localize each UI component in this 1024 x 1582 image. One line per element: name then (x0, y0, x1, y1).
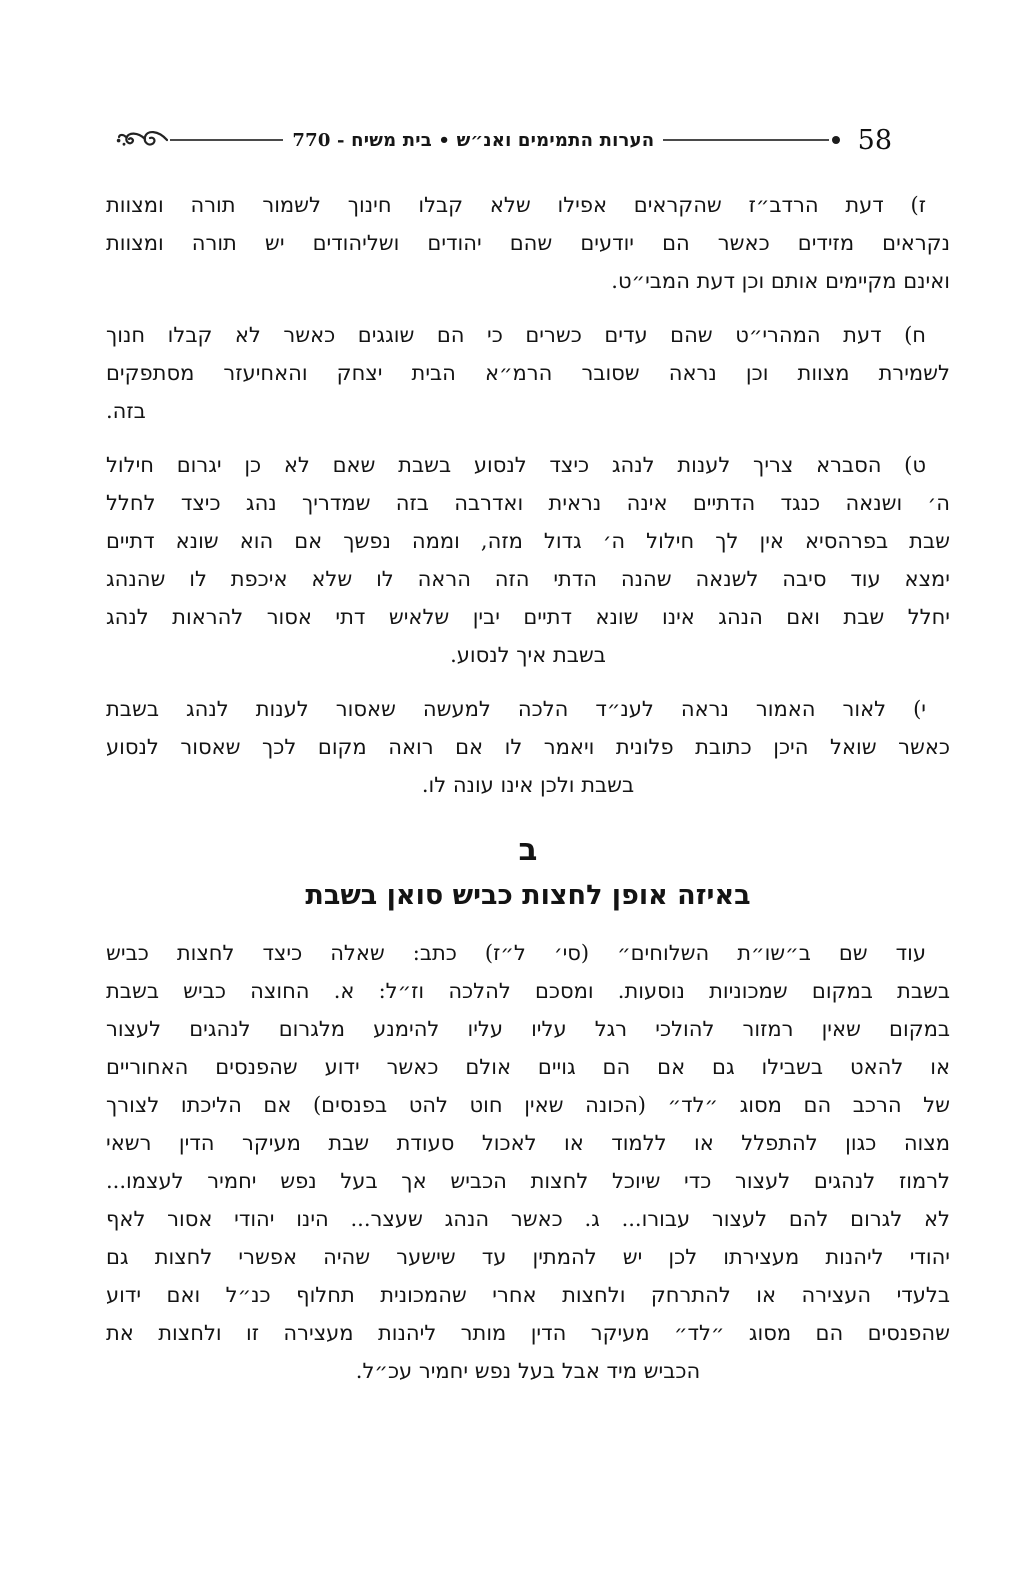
text-line: בזה. (106, 399, 146, 423)
text-line: ח) דעת המהרי״ט שהם עדים כשרים כי הם שוגגים כאשר לא קבלו חנוך (106, 323, 926, 347)
text-line: בשבת במקום שמכוניות נוסעות. ומסכם להלכה וז״ל: א. החוצה כביש בשבת (106, 979, 950, 1003)
text-line: מצוה כגון להתפלל או ללמוד או לאכול סעודת שבת מעיקר הדין רשאי (106, 1131, 950, 1155)
text-body (106, 186, 950, 1390)
text-line: של הרכב הם מסוג ״לד״ (הכונה שאין חוט להט בפנסים) אם הליכתו לצורך (106, 1093, 950, 1117)
paragraph (106, 316, 950, 430)
header-rule-left (170, 139, 283, 141)
text-line: ואינם מקיימים אותם וכן דעת המבי״ט. (611, 269, 950, 293)
text-line: לא לגרום להם לעצור עבורו... ג. כאשר הנהג שעצר... הינו יהודי אסור לאף (106, 1207, 950, 1231)
text-line: ז) דעת הרדב״ז שהקראים אפילו שלא קבלו חינוך לשמור תורה ומצוות (106, 193, 926, 217)
paragraph (106, 446, 950, 674)
text-line: בלעדי העצירה או להתרחק ולחצות אחרי שהמכונית תחלוף כנ״ל ואם ידוע (106, 1283, 950, 1307)
header-rule-right (663, 139, 828, 141)
paragraph (106, 186, 950, 300)
text-line: יחלל שבת ואם הנהג אינו שונא דתיים יבין שלאיש דתי אסור להראות לנהג (106, 605, 950, 629)
text-line: לרמוז לנהגים לעצור כדי שיוכל לחצות הכביש אך בעל נפש יחמיר לעצמו... (106, 1169, 950, 1193)
paragraph (106, 690, 950, 804)
header-title: הערות התמימים ואנ״ש • בית משיח - 770 (292, 129, 655, 151)
text-line: הכביש מיד אבל בעל נפש יחמיר עכ״ל. (355, 1359, 701, 1383)
text-line: יהודי ליהנות מעצירתו לכן יש להמתין עד שישער שהיה אפשרי לחצות גם (106, 1245, 950, 1269)
floral-flourish-icon (116, 127, 168, 153)
section-title: באיזה אופן לחצות כביש סואן בשבת (305, 880, 751, 911)
text-line: בשבת ולכן אינו עונה לו. (421, 773, 635, 797)
text-line: או להאט בשבילו גם אם הם גויים אולם כאשר ידוע שהפנסים האחוריים (106, 1055, 950, 1079)
text-line: ט) הסברא צריך לענות לנהג כיצד לנסוע בשבת שאם לא כן יגרום חילול (106, 453, 926, 477)
text-line: לשמירת מצוות וכן נראה שסובר הרמ״א הבית יצחק והאחיעזר מסתפקים (106, 361, 950, 385)
text-line: עוד שם ב״שו״ת השלוחים״ (סי׳ ל״ז) כתב: שאלה כיצד לחצות כביש (106, 941, 926, 965)
text-line: כאשר שואל היכן כתובת פלונית ויאמר לו אם רואה מקום לכך שאסור לנסוע (106, 735, 950, 759)
paragraph (106, 934, 950, 1390)
header-bullet-icon (832, 136, 840, 144)
text-line: נקראים מזידים כאשר הם יודעים שהם יהודים ושליהודים יש תורה ומצוות (106, 231, 950, 255)
text-line: בשבת איך לנסוע. (450, 643, 606, 667)
text-line: ה׳ ושנאה כנגד הדתיים אינה נראית ואדרבה בזה שמדריך נהג כיצד לחלל (106, 491, 950, 515)
text-line: י) לאור האמור נראה לענ״ד הלכה למעשה שאסור לענות לנהג בשבת (106, 697, 926, 721)
text-line: שבת בפרהסיא אין לך חילול ה׳ גדול מזה, וממה נפשך אם הוא שונא דתיים (106, 529, 950, 553)
page-number: 58 (857, 124, 892, 156)
page-header (116, 122, 892, 158)
text-line: שהפנסים הם מסוג ״לד״ מעיקר הדין מותר ליהנות מעצירה זו ולחצות את (106, 1321, 950, 1345)
text-line: במקום שאין רמזור להולכי רגל עליו עליו להימנע מלגרום לנהגים לעצור (106, 1017, 950, 1041)
text-line: ימצא עוד סיבה לשנאה שהנה הדתי הזה הראה לו שלא איכפת לו שהנהג (106, 567, 950, 591)
section-letter: ב (518, 832, 538, 868)
